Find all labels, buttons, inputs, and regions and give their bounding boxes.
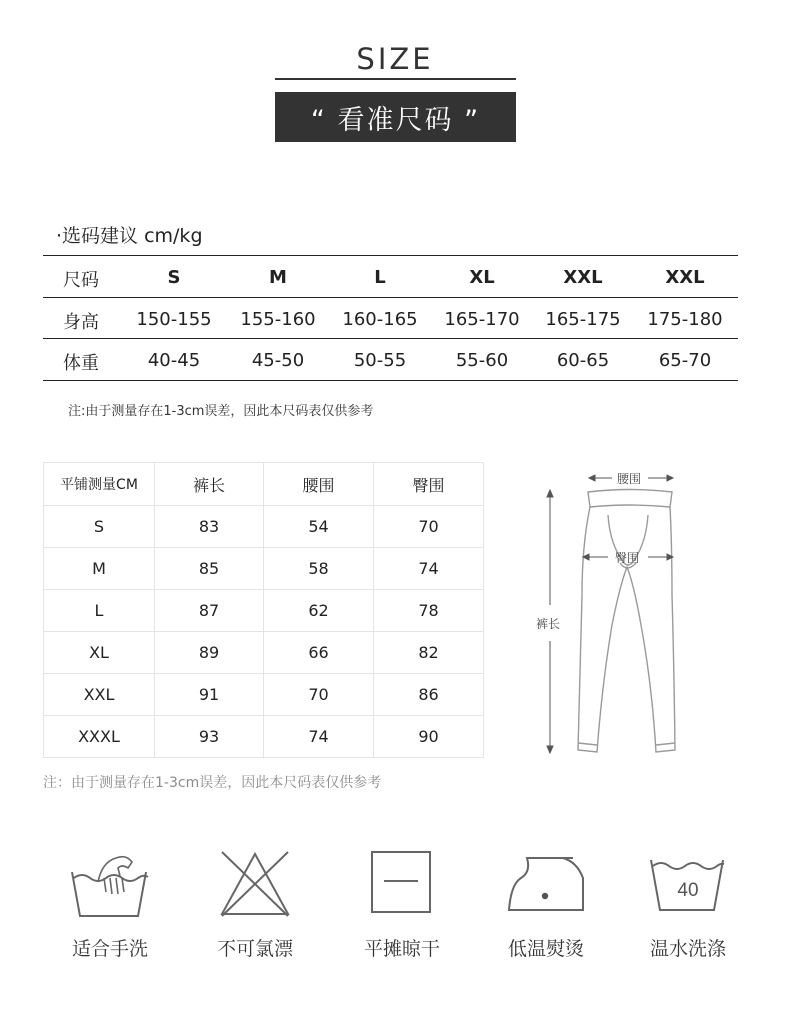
table-cell: 74	[264, 716, 374, 758]
size-header-cell: L	[374, 267, 386, 288]
table-cell: 70	[264, 674, 374, 716]
size-header-cell: S	[167, 267, 181, 288]
care-label-warm-wash: 温水洗涤	[649, 938, 726, 960]
care-label-flat-dry: 平摊晾干	[363, 938, 440, 960]
table-cell: 66	[264, 632, 374, 674]
header-cell: 腰围	[264, 463, 374, 506]
height-cell: 160-165	[342, 309, 418, 330]
warm-wash-icon	[648, 848, 726, 914]
table-row	[44, 506, 484, 548]
table-cell: L	[44, 590, 155, 632]
no-bleach-icon	[218, 848, 292, 918]
size-header-cell: XL	[469, 267, 495, 288]
height-cell: 175-180	[647, 309, 723, 330]
size-header-cell: XXL	[665, 267, 705, 288]
banner	[275, 92, 516, 142]
table-rule	[43, 255, 738, 256]
table-cell: 85	[155, 548, 264, 590]
table-row	[44, 674, 484, 716]
wash-temperature: 40	[677, 880, 699, 901]
table-rule	[43, 338, 738, 339]
table-row	[44, 632, 484, 674]
measurement-table	[43, 462, 484, 758]
hip-label: 臀围	[615, 551, 640, 565]
size-row-label: 尺码	[63, 270, 99, 291]
weight-cell: 50-55	[353, 350, 407, 371]
header-cell: 臀围	[374, 463, 484, 506]
hand-wash-icon	[68, 848, 150, 918]
banner-text: “ 看准尺码 ”	[310, 104, 481, 136]
size-title: SIZE	[356, 42, 434, 76]
weight-cell: 40-45	[147, 350, 201, 371]
waist-label: 腰围	[617, 472, 642, 486]
table-cell: 70	[374, 506, 484, 548]
care-label-low-iron: 低温熨烫	[507, 938, 584, 960]
weight-cell: 65-70	[658, 350, 712, 371]
table-cell: 93	[155, 716, 264, 758]
table-cell: XXL	[44, 674, 155, 716]
table-cell: 74	[374, 548, 484, 590]
title-divider	[275, 78, 516, 80]
table-cell: 90	[374, 716, 484, 758]
table-cell: 86	[374, 674, 484, 716]
table-cell: 78	[374, 590, 484, 632]
table-cell: 91	[155, 674, 264, 716]
recommend-heading: ·选码建议 cm/kg	[56, 225, 203, 247]
size-header-cell: XXL	[563, 267, 603, 288]
weight-cell: 60-65	[556, 350, 610, 371]
table-cell: XL	[44, 632, 155, 674]
table-header-row	[44, 463, 484, 506]
waistband-outline	[588, 490, 672, 508]
table-cell: 82	[374, 632, 484, 674]
care-label-hand-wash: 适合手洗	[71, 938, 148, 960]
weight-row-label: 体重	[63, 353, 99, 374]
care-label-no-bleach: 不可氯漂	[216, 938, 293, 960]
table-row	[44, 548, 484, 590]
size-header-cell: M	[269, 267, 287, 288]
header-cell: 裤长	[155, 463, 264, 506]
table-row	[44, 590, 484, 632]
measurement-note: 注：由于测量存在1-3cm误差，因此本尺码表仅供参考	[43, 775, 382, 791]
height-cell: 165-175	[545, 309, 621, 330]
table-cell: XXXL	[44, 716, 155, 758]
weight-cell: 55-60	[455, 350, 509, 371]
height-row-label: 身高	[63, 312, 99, 333]
table-cell: 87	[155, 590, 264, 632]
table-cell: 62	[264, 590, 374, 632]
flat-dry-icon	[370, 848, 434, 914]
height-cell: 155-160	[240, 309, 316, 330]
header-cell: 平铺测量CM	[44, 463, 155, 506]
table-rule	[43, 380, 738, 381]
table-cell: 54	[264, 506, 374, 548]
table-cell: M	[44, 548, 155, 590]
table-cell: 83	[155, 506, 264, 548]
table-row	[44, 716, 484, 758]
table-rule	[43, 297, 738, 298]
pants-outline	[578, 507, 675, 752]
length-label: 裤长	[536, 617, 561, 631]
low-iron-icon	[505, 848, 587, 914]
table-cell: S	[44, 506, 155, 548]
weight-cell: 45-50	[251, 350, 305, 371]
table-cell: 58	[264, 548, 374, 590]
height-cell: 150-155	[136, 309, 212, 330]
table-cell: 89	[155, 632, 264, 674]
recommend-note: 注:由于测量存在1-3cm误差，因此本尺码表仅供参考	[68, 404, 374, 419]
height-cell: 165-170	[444, 309, 520, 330]
